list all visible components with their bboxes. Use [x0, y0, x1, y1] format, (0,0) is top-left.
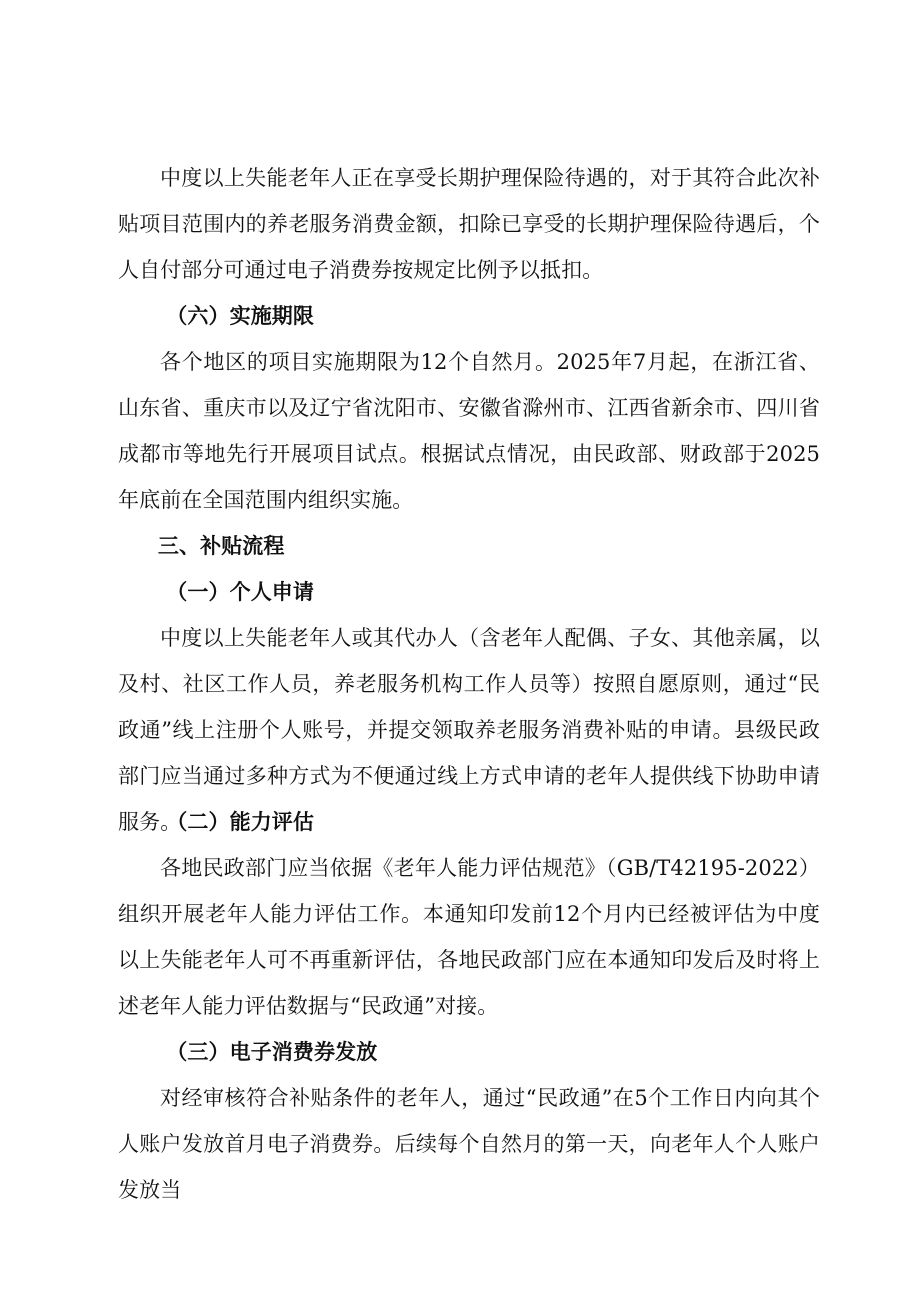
heading-ability-assessment: （二）能力评估	[166, 809, 314, 834]
heading-personal-application: （一）个人申请	[166, 579, 314, 604]
paragraph-implementation-period: 各个地区的项目实施期限为12个自然月。2025年7月起，在浙江省、山东省、重庆市以及辽宁省沈阳市、安徽省滁州市、江西省新余市、四川省成都市等地先行开展项目试点。根据试点情况，由民政部、财政部于2025年底前在全国范围内组织实施。	[118, 350, 820, 512]
paragraph-voucher-issuance: 对经审核符合补贴条件的老年人，通过“民政通”在5个工作日内向其个人账户发放首月电子消费券。后续每个自然月的第一天，向老年人个人账户发放当	[118, 1086, 820, 1202]
paragraph-personal-application: 中度以上失能老年人或其代办人（含老年人配偶、子女、其他亲属，以及村、社区工作人员，养老服务机构工作人员等）按照自愿原则，通过“民政通”线上注册个人账号，并提交领取养老服务消费补贴的申请。县级民政部门应当通过多种方式为不便通过线上方式申请的老年人提供线下协助申请服务。	[118, 626, 820, 834]
paragraph-ltc-deduction: 中度以上失能老年人正在享受长期护理保险待遇的，对于其符合此次补贴项目范围内的养老服务消费金额，扣除已享受的长期护理保险待遇后，个人自付部分可通过电子消费券按规定比例予以抵扣。	[118, 166, 820, 282]
paragraph-ability-assessment: 各地民政部门应当依据《老年人能力评估规范》（GB/T42195-2022）组织开展老年人能力评估工作。本通知印发前12个月内已经被评估为中度以上失能老年人可不再重新评估，各地民政部门应在本通知印发后及时将上述老年人能力评估数据与“民政通”对接。	[118, 856, 820, 1018]
heading-voucher-issuance: （三）电子消费券发放	[166, 1039, 378, 1064]
heading-subsidy-process: 三、补贴流程	[157, 533, 285, 558]
heading-implementation-period: （六）实施期限	[166, 303, 314, 328]
